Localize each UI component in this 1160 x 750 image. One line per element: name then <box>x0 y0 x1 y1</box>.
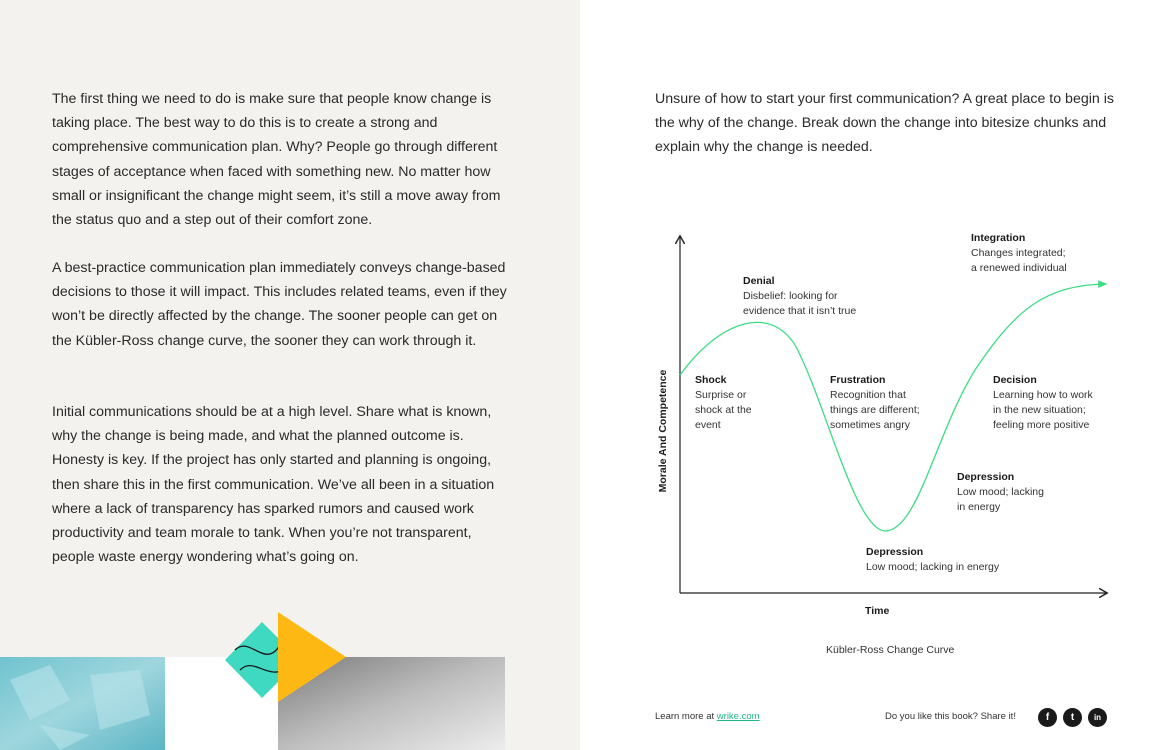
stage-title: Denial <box>743 275 775 287</box>
stage-title: Integration <box>971 232 1026 244</box>
learn-more-text: Learn more at <box>655 711 717 722</box>
stage-decision: Decision Learning how to work in the new situation; feeling more positive <box>993 374 1093 431</box>
chart-caption: Kübler-Ross Change Curve <box>826 644 955 656</box>
stage-frustration: Frustration Recognition that things are different; sometimes angry <box>830 374 920 431</box>
wrike-link[interactable]: wrike.com <box>716 711 760 722</box>
intro-paragraph: Unsure of how to start your first communication? A great place to begin is the why of the change. Break down the change into bitesize chunks and explain why the change is needed. <box>655 91 1114 156</box>
stage-title: Depression <box>866 546 924 558</box>
kubler-ross-chart <box>650 225 1120 625</box>
decorative-collage <box>0 600 580 750</box>
stage-integration: Integration Changes integrated; a renewed individual <box>971 232 1067 274</box>
x-axis-label: Time <box>865 605 890 617</box>
stage-depression-right: Depression Low mood; lacking in energy <box>957 471 1044 513</box>
y-axis-label: Morale And Competence <box>657 369 669 493</box>
paragraph-2: A best-practice communication plan immediately conveys change-based decisions to those it will impact. This includes related teams, even if they won’t be directly affected by the change. The sooner people can get on the Kübler-Ross change curve, the sooner they can work through it. <box>52 260 507 349</box>
stage-title: Shock <box>695 374 727 386</box>
stage-title: Frustration <box>830 374 886 386</box>
stage-title: Depression <box>957 471 1015 483</box>
footer-learn-more <box>655 711 760 722</box>
share-text: Do you like this book? Share it! <box>885 711 1016 722</box>
stage-shock: Shock Surprise or shock at the event <box>695 374 752 431</box>
paragraph-1: The first thing we need to do is make sure that people know change is taking place. The best way to do this is to create a strong and comprehensive communication plan. Why? People go through different stages of acceptance when faced with something new. No matter how small or insignificant the change might seem, it’s still a move away from the status quo and a step out of their comfort zone. <box>52 91 501 229</box>
facebook-icon[interactable]: f <box>1038 708 1057 727</box>
stage-title: Decision <box>993 374 1037 386</box>
twitter-icon[interactable]: t <box>1063 708 1082 727</box>
stage-denial: Denial Disbelief: looking for evidence that it isn’t true <box>743 275 857 317</box>
paragraph-3: Initial communications should be at a high level. Share what is known, why the change is being made, and what the planned outcome is. Honesty is key. If the project has only started and planning is ongoing, then share this in the first communication. We’ve all been in a situation where a lack of transparency has sparked rumors and caused work productivity and team morale to tank. When you’re not transparent, people waste energy wondering what’s going on. <box>52 404 495 566</box>
linkedin-icon[interactable]: in <box>1088 708 1107 727</box>
stage-depression-low: Depression Low mood; lacking in energy <box>866 546 1000 573</box>
